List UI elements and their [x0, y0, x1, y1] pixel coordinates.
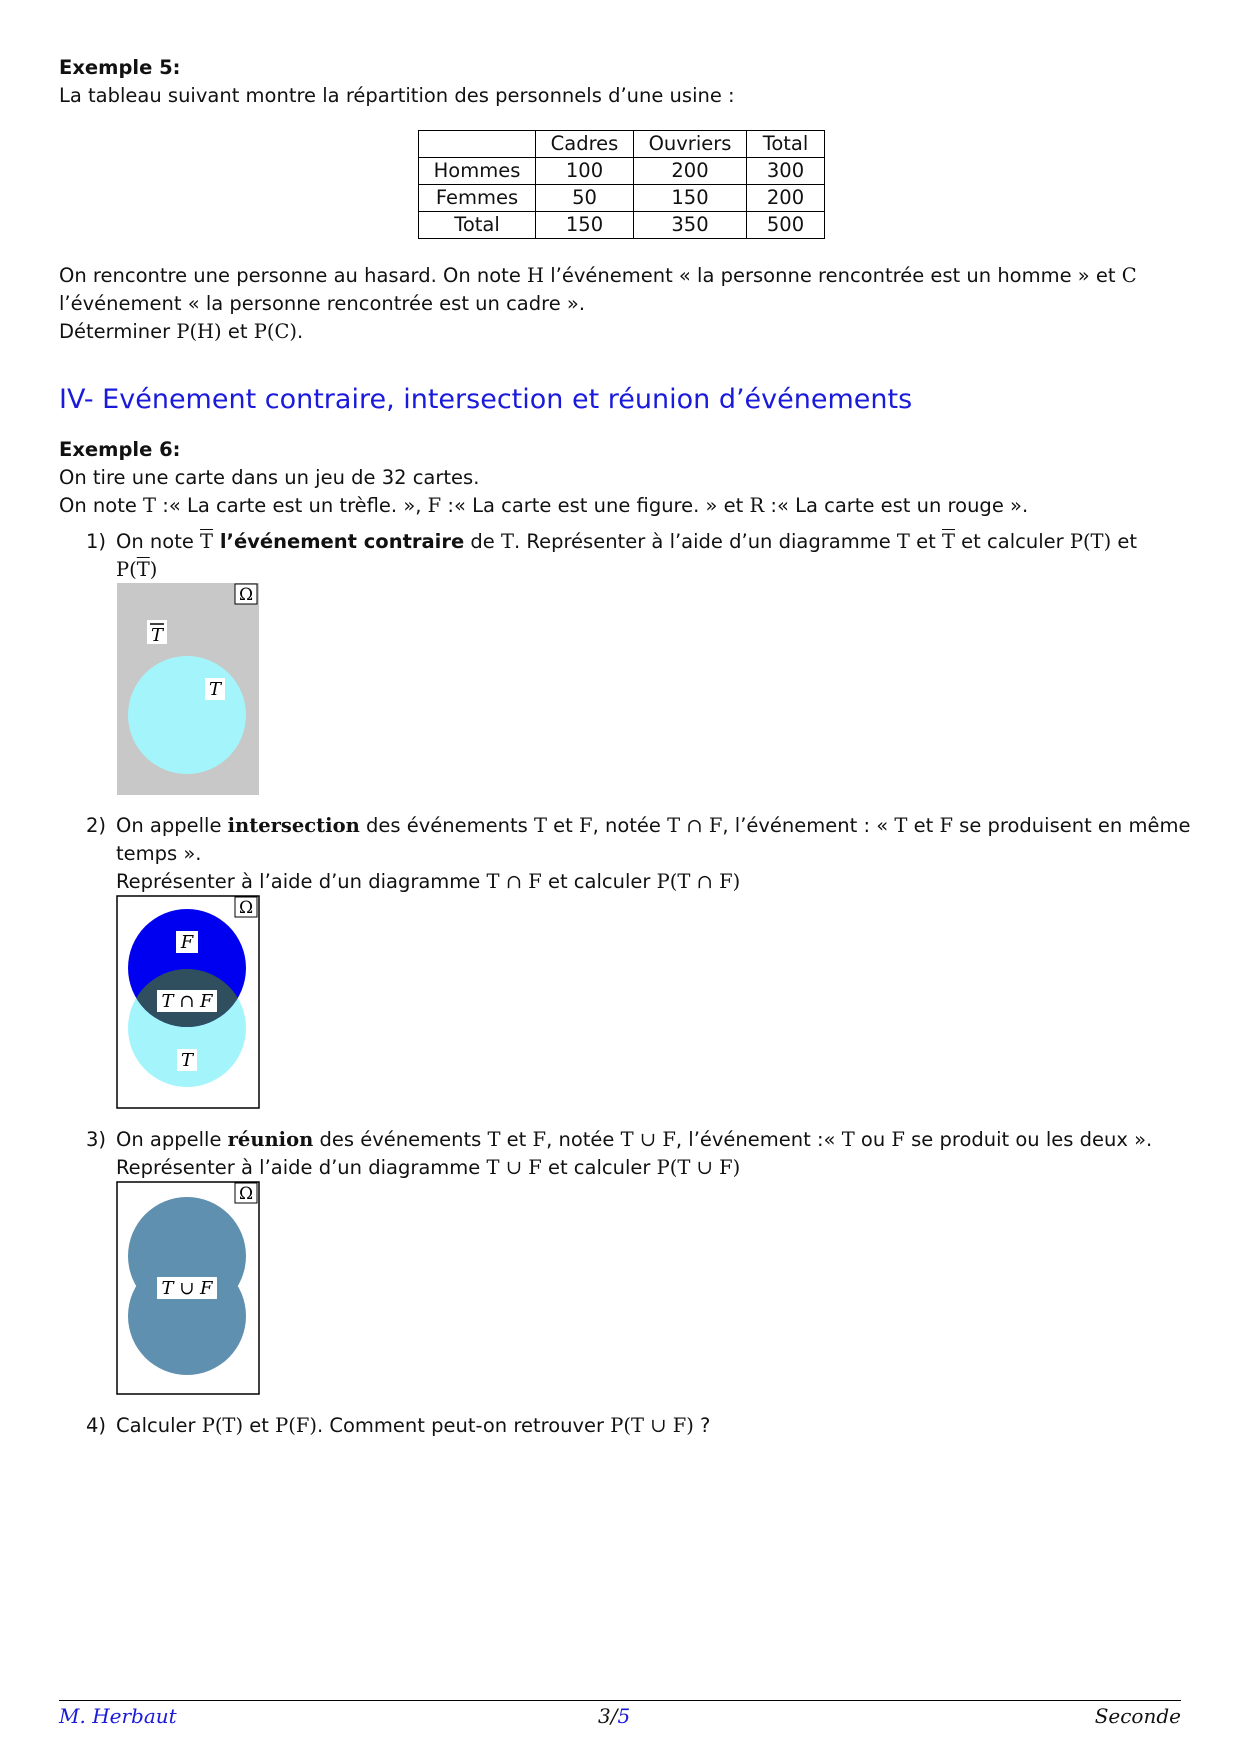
question-3-line-1: On appelle réunion des événements T et F, notée T ∪ F, l’événement :« T ou F se produit ou les deux ». — [116, 1128, 1153, 1151]
question-2-line-3: Représenter à l’aide d’un diagramme T ∩ F et calculer P(T ∩ F) — [116, 870, 741, 893]
question-4-number: 4) — [85, 1414, 106, 1437]
example-6-line-2: On note T :« La carte est un trèfle. », F :« La carte est une figure. » et R :« La carte est un rouge ». — [59, 494, 1029, 517]
complement-venn-diagram — [116, 582, 261, 798]
event-t-circle — [128, 1257, 246, 1375]
union-label: T ∪ F — [161, 1278, 213, 1299]
example-5-title: Exemple 5: — [59, 56, 181, 79]
omega-label: Ω — [238, 585, 254, 605]
table-cell: 500 — [747, 212, 825, 239]
table-cell: 100 — [536, 158, 634, 185]
table-cell: 200 — [634, 158, 747, 185]
intersection-venn-diagram — [116, 895, 261, 1111]
union-venn-diagram — [116, 1181, 261, 1397]
footer-class-level: Seconde — [1094, 1704, 1181, 1728]
example-5-intro: La tableau suivant montre la répartition des personnels d’une usine : — [59, 84, 735, 107]
table-cell: Hommes — [419, 158, 536, 185]
example-6-line-1: On tire une carte dans un jeu de 32 cartes. — [59, 466, 480, 489]
table-row — [419, 212, 825, 239]
table-cell: 50 — [536, 185, 634, 212]
example-5-paragraph-2: l’événement « la personne rencontrée est un cadre ». — [59, 292, 586, 315]
question-2-line-2: temps ». — [116, 842, 202, 865]
footer-page-number: 3/5 — [598, 1704, 631, 1728]
question-1-line-2: $P(\overline{T})$ — [116, 558, 158, 581]
example-5-paragraph-1: On rencontre une personne au hasard. On note H l’événement « la personne rencontrée est un homme » et C — [59, 264, 1137, 287]
t-label: T — [180, 1050, 194, 1071]
section-heading: IV- Evénement contraire, intersection et réunion d’événements — [59, 384, 913, 415]
table-header-cell: Total — [747, 131, 825, 158]
question-4-line-1: Calculer P(T) et P(F). Comment peut-on retrouver P(T ∪ F) ? — [116, 1414, 711, 1437]
table-header-cell: Ouvriers — [634, 131, 747, 158]
question-1-line-1: On note $\overline{T}$ l’événement contraire de T. Représenter à l’aide d’un diagramme T et $\overline{T}$ et calculer P(T) et — [116, 530, 1138, 553]
omega-label: Ω — [238, 898, 254, 918]
table-row — [419, 158, 825, 185]
question-2-line-1: On appelle intersection des événements T et F, notée T ∩ F, l’événement : « T et F se produisent en même — [116, 814, 1191, 837]
footer-rule — [59, 1700, 1181, 1701]
table-header-cell — [419, 131, 536, 158]
table-cell: 350 — [634, 212, 747, 239]
staff-table — [418, 130, 825, 239]
footer-author: M. Herbaut — [59, 1704, 177, 1728]
example-6-title: Exemple 6: — [59, 438, 181, 461]
intersection-label: T ∩ F — [161, 991, 213, 1012]
table-cell: Femmes — [419, 185, 536, 212]
tbar-label: T — [150, 625, 164, 646]
question-3-number: 3) — [85, 1128, 106, 1151]
question-3-line-2: Représenter à l’aide d’un diagramme T ∪ F et calculer P(T ∪ F) — [116, 1156, 741, 1179]
omega-label: Ω — [238, 1184, 254, 1204]
table-header-cell: Cadres — [536, 131, 634, 158]
example-5-question: Déterminer P(H) et P(C). — [59, 320, 304, 343]
f-label: F — [180, 932, 194, 953]
table-cell: 200 — [747, 185, 825, 212]
question-2-number: 2) — [85, 814, 106, 837]
table-header-row — [419, 131, 825, 158]
table-cell: 150 — [634, 185, 747, 212]
table-cell: Total — [419, 212, 536, 239]
table-cell: 300 — [747, 158, 825, 185]
table-cell: 150 — [536, 212, 634, 239]
t-label: T — [208, 679, 222, 700]
event-t-circle — [128, 656, 246, 774]
table-row — [419, 185, 825, 212]
question-1-number: 1) — [85, 530, 106, 553]
